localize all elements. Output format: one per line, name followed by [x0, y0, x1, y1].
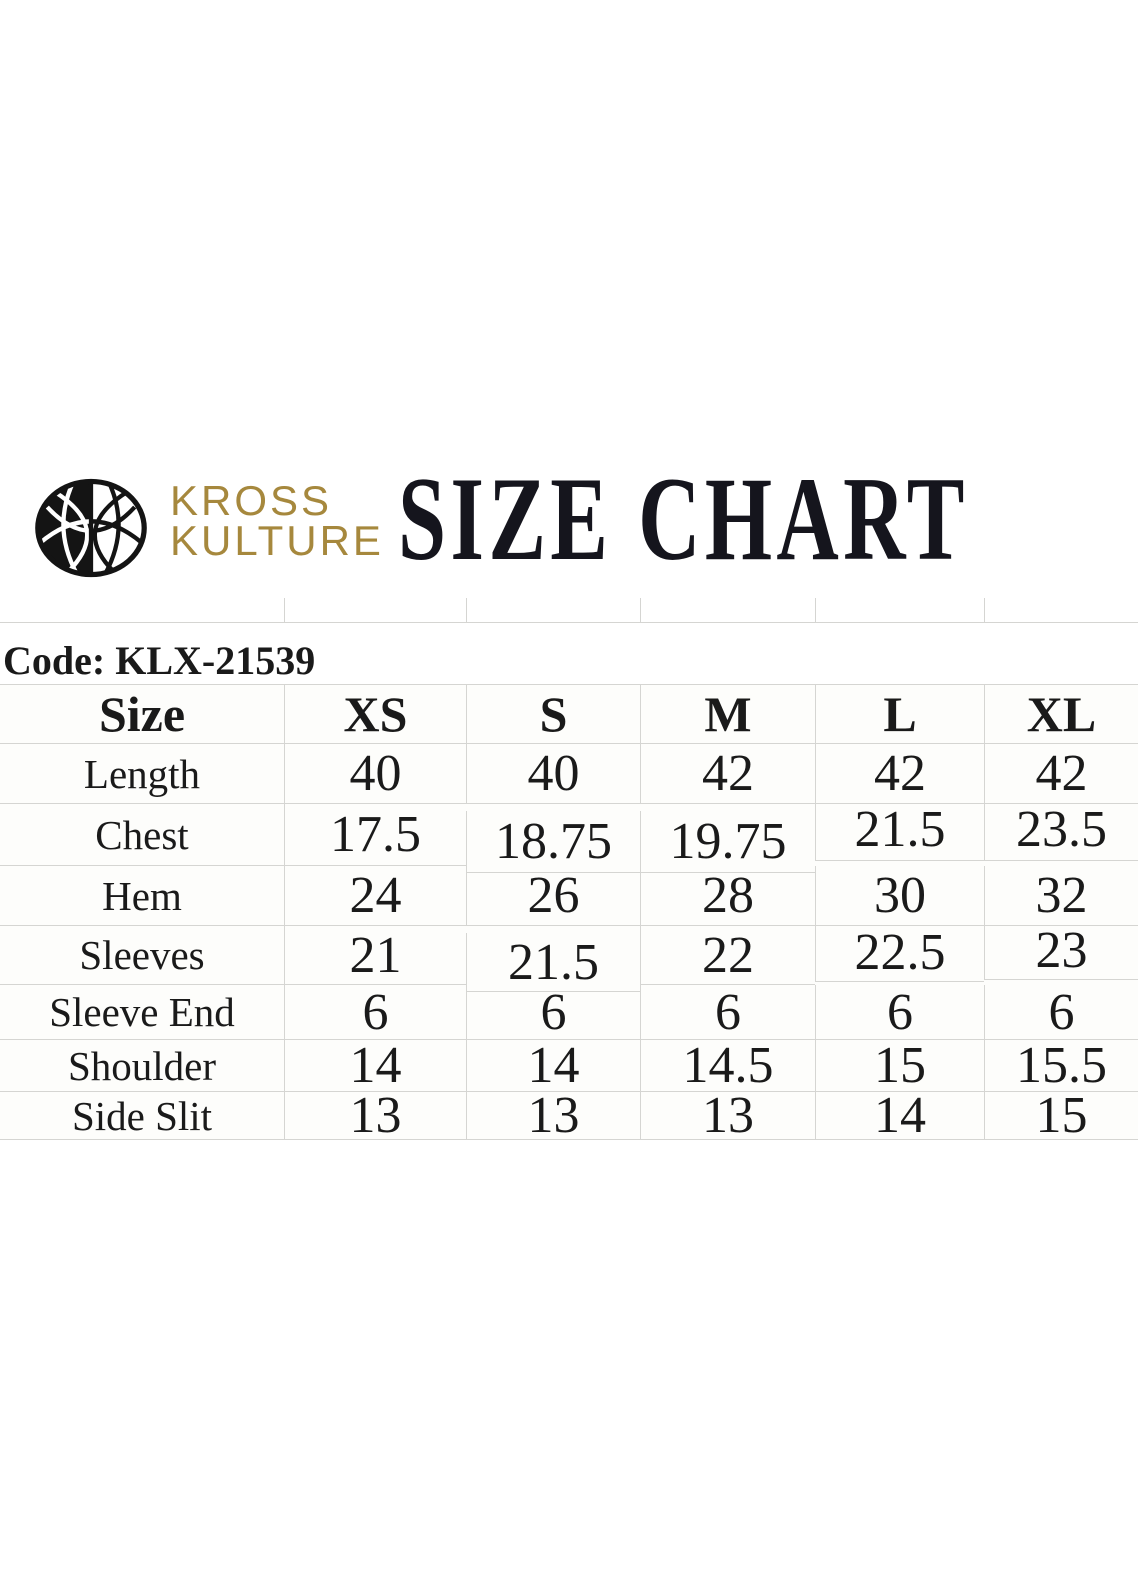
row-label-hem: Hem [0, 866, 284, 926]
cell-sleeves-l: 22.5 [815, 923, 984, 982]
product-code-value: KLX-21539 [115, 638, 316, 683]
column-gridline-stub [640, 598, 641, 622]
column-gridline-stub [984, 598, 985, 622]
col-header-m: M [640, 684, 815, 744]
cell-side-slit-s: 13 [466, 1092, 640, 1140]
brand-line-2: KULTURE [170, 517, 384, 564]
col-header-xl: XL [984, 684, 1138, 744]
cell-chest-m: 19.75 [640, 811, 815, 873]
column-gridline-stub [284, 598, 285, 622]
cell-shoulder-s: 14 [466, 1040, 640, 1092]
product-code-label: Code: [3, 638, 106, 683]
cell-shoulder-l: 15 [815, 1040, 984, 1092]
brand-wordmark [170, 477, 384, 564]
cell-chest-s: 18.75 [466, 811, 640, 873]
cell-length-xl: 42 [984, 744, 1138, 804]
cell-sleeve-end-m: 6 [640, 985, 815, 1040]
row-label-sleeve-end: Sleeve End [0, 985, 284, 1040]
cell-sleeve-end-l: 6 [815, 985, 984, 1040]
cell-sleeve-end-xl: 6 [984, 985, 1138, 1040]
product-code-row [0, 622, 1138, 684]
page-title: SIZE CHART [398, 452, 969, 585]
cell-length-l: 42 [815, 744, 984, 804]
cell-chest-xs: 17.5 [284, 804, 466, 866]
col-header-xs: XS [284, 684, 466, 744]
cell-chest-l: 21.5 [815, 799, 984, 861]
cell-sleeves-xs: 21 [284, 926, 466, 985]
cell-length-xs: 40 [284, 744, 466, 804]
cell-shoulder-m: 14.5 [640, 1040, 815, 1092]
col-header-l: L [815, 684, 984, 744]
cell-sleeves-xl: 23 [984, 921, 1138, 980]
cell-sleeve-end-s: 6 [466, 985, 640, 1040]
cell-side-slit-xs: 13 [284, 1092, 466, 1140]
cell-shoulder-xs: 14 [284, 1040, 466, 1092]
cell-hem-s: 26 [466, 866, 640, 926]
cell-hem-l: 30 [815, 866, 984, 926]
col-header-s: S [466, 684, 640, 744]
cell-hem-m: 28 [640, 866, 815, 926]
brand-line-1: KROSS [170, 477, 333, 524]
cell-side-slit-l: 14 [815, 1092, 984, 1140]
row-label-side-slit: Side Slit [0, 1092, 284, 1140]
cell-sleeves-m: 22 [640, 926, 815, 985]
size-table-corner-header: Size [0, 684, 284, 744]
row-label-chest: Chest [0, 804, 284, 866]
kross-kulture-logo-icon [34, 478, 148, 578]
cell-side-slit-m: 13 [640, 1092, 815, 1140]
row-label-shoulder: Shoulder [0, 1040, 284, 1092]
cell-length-s: 40 [466, 744, 640, 804]
cell-length-m: 42 [640, 744, 815, 804]
row-label-sleeves: Sleeves [0, 926, 284, 985]
column-gridline-stub [466, 598, 467, 622]
cell-shoulder-xl: 15.5 [984, 1040, 1138, 1092]
cell-chest-xl: 23.5 [984, 799, 1138, 861]
cell-side-slit-xl: 15 [984, 1092, 1138, 1140]
row-label-length: Length [0, 744, 284, 804]
cell-hem-xl: 32 [984, 866, 1138, 926]
grid-column-stubs [0, 598, 1138, 622]
cell-sleeves-s: 21.5 [466, 933, 640, 992]
cell-sleeve-end-xs: 6 [284, 985, 466, 1040]
column-gridline-stub [815, 598, 816, 622]
size-table [0, 684, 1138, 1144]
cell-hem-xs: 24 [284, 866, 466, 926]
